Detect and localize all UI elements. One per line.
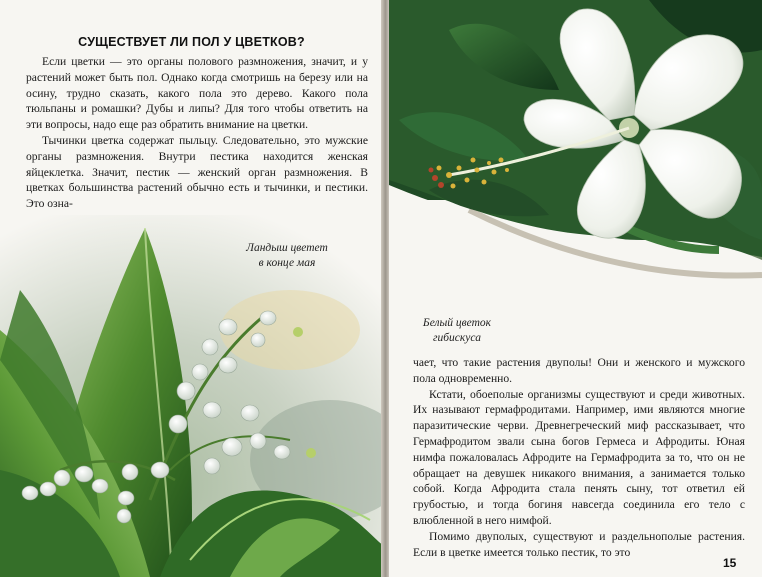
left-body-text [26,54,368,212]
caption-line: гибискуса [433,332,481,344]
paragraph: Если цветки — это органы полового размножения, значит, и у растений может быть пол. Однако когда смотришь на березу или на осину, трудно сказать, какого пола это дерево. Какого пола тюльпаны и ромашки? Дубы и липы? Для того чтобы ответить на эти вопросы, надо еще раз обратить внимание на цветки. [26,55,368,132]
paragraph: Тычинки цветка содержат пыльцу. Следовательно, это мужские органы размножения. Внутри пестика находится женская яйцеклетка. Значит, пестик — женский орган размножения. В цветках большинства растений обычно есть и тычинки, и пестики. Это озна- [26,133,368,211]
right-body-text [413,355,745,560]
paragraph: Кстати, обоеполые организмы существуют и среди животных. Их называют гермафродитами. Например, ими являются многие паразитические черви. Древнегреческий миф рассказывает, что Гермафродитом звали сына богов Гермеса и Афродиты. Юная нимфа пожаловалась Афродите на Гермафродита за то, что он не обращает на девушек никакого внимания, а занимается только собой. Когда Афродита стала пенять сыну, тот ответил ей грубостью, и тогда богиня навсегда соединила его тело с влюбленной в него нимфой. [413,387,745,527]
hibiscus-illustration [389,0,762,320]
paragraph: Помимо двуполых, существуют и раздельнополые растения. Если в цветке имеется только пестик, то это [413,529,745,559]
lily-caption [222,241,352,271]
page-number: 15 [723,556,737,570]
caption-line: Белый цветок [422,317,492,329]
paragraph: чает, что такие растения двуполы! Они и женского и мужского пола одновременно. [413,356,745,385]
caption-line: Ландыш цветет [246,242,328,254]
right-page [389,0,762,577]
hibiscus-caption [402,316,512,346]
caption-line: в конце мая [258,257,316,269]
page-title: СУЩЕСТВУЕТ ЛИ ПОЛ У ЦВЕТКОВ? [78,35,305,49]
